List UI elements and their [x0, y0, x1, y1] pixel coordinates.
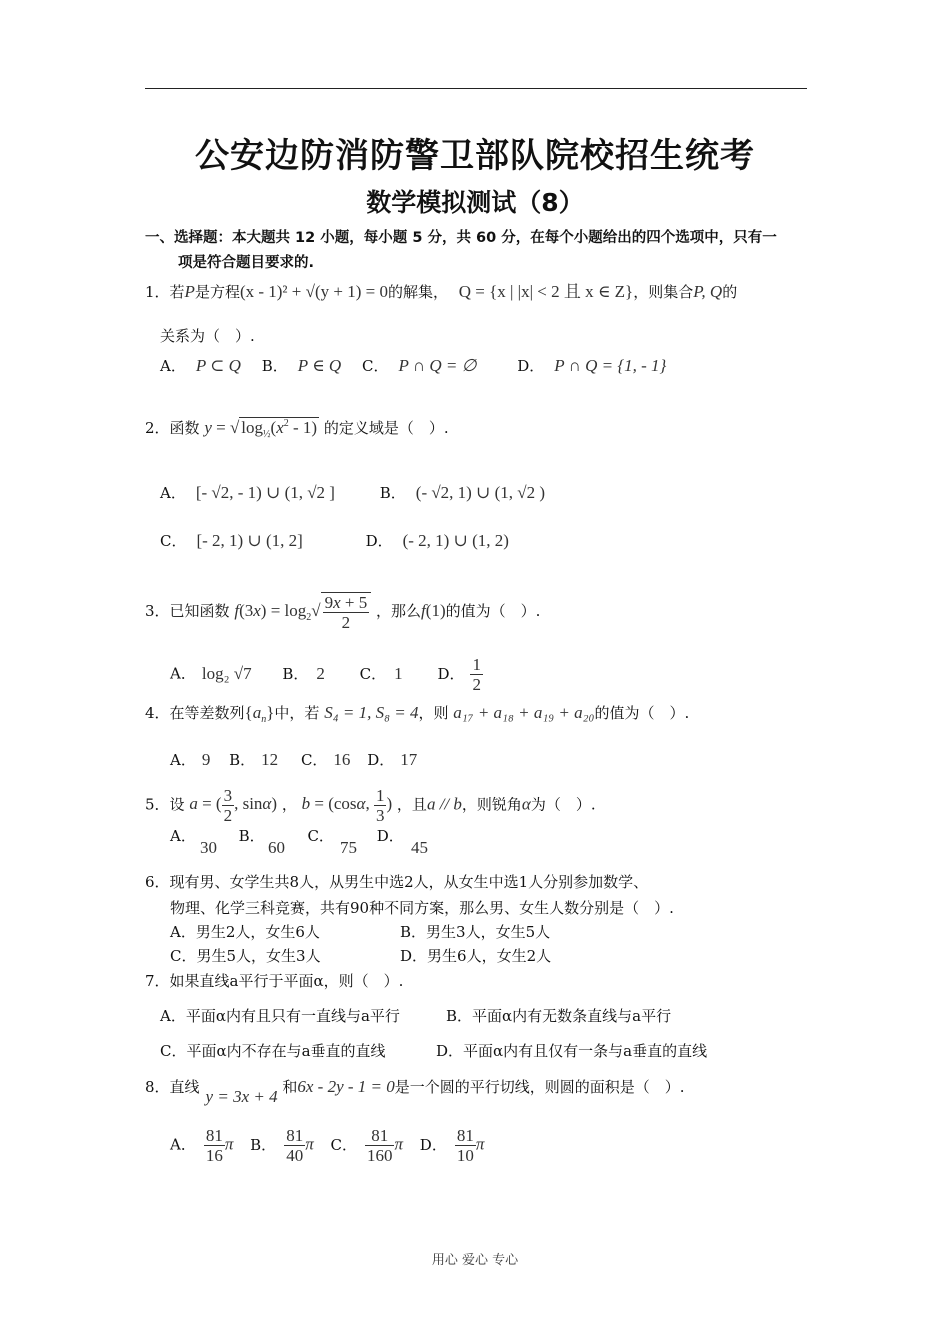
q3-options: A． log₂ √7 B． 2 C． 1 D． $\frac{1}{2}$: [170, 655, 481, 694]
question-1: 1．若P是方程(x - 1)² + √(y + 1) = 0的解集， Q = {x | |x| < 2 且 x ∈ Z}，则集合P, Q的: [145, 282, 738, 301]
q6-option-a: A．男生2人，女生6人: [170, 923, 320, 941]
q2-options-ab: A． [- √2, - 1) ∪ (1, √2 ] B． (- √2, 1) ∪ (1, √2 ): [160, 483, 545, 502]
q1-options: A． P ⊂ Q B． P ∈ Q C． P ∩ Q = ∅ D． P ∩ Q = {1, - 1}: [160, 356, 667, 375]
page-footer: 用心 爱心 专心: [431, 1253, 519, 1268]
q6-option-d: D．男生6人，女生2人: [400, 947, 552, 965]
header-rule: [145, 88, 807, 89]
q2-options-cd: C． [- 2, 1) ∪ (1, 2] D． (- 2, 1) ∪ (1, 2): [160, 531, 509, 550]
section-heading: 一、选择题：本大题共 12 小题，每小题 5 分，共 60 分，在每个小题给出的四个选项中，只有一: [145, 230, 777, 246]
q7-option-c: C．平面α内不存在与a垂直的直线: [160, 1042, 386, 1060]
question-3: 3．已知函数 $f(3x) = \log_2√$ $\frac{9x + 5}{2}$ ，那么f(1)的值为（ ）.: [145, 593, 541, 632]
page-subtitle: 数学模拟测试（8）: [366, 188, 584, 217]
q6-option-b: B．男生3人，女生5人: [400, 923, 551, 941]
question-2: 2．函数 y = √ $\log_{\frac{1}{2}}(x^2 - 1)$ 的定义域是（ ）.: [145, 418, 449, 440]
question-5: 5．设 a = ( $\frac{3}{2}$ , sinα) ， b = (cosα, $\frac{1}{3}$ ) ，且a // b，则锐角α为（ ）.: [145, 786, 596, 825]
question-6: 6．现有男、女学生共8人，从男生中选2人，从女生中选1人分别参加数学、: [145, 873, 649, 891]
q8-options: A． $\frac{81}{16}$ π B． $\frac{81}{40}$ π C． $\frac{81}{160}$ π D． $\frac{81}{10}$ π: [170, 1126, 485, 1165]
question-6-cont: 物理、化学三科竞赛，共有90种不同方案，那么男、女生人数分别是（ ）.: [170, 899, 674, 917]
question-1-cont: 关系为（ ）.: [160, 327, 255, 345]
q7-option-b: B．平面α内有无数条直线与a平行: [446, 1007, 672, 1025]
page-title: 公安边防消防警卫部队院校招生统考: [195, 136, 755, 176]
q4-options: A． 9 B． 12 C． 16 D． 17: [170, 750, 418, 769]
q6-option-c: C．男生5人，女生3人: [170, 947, 321, 965]
q5-option-d-value: 45: [411, 838, 428, 857]
section-heading-cont: 项是符合题目要求的.: [178, 255, 315, 271]
question-8: 8．直线 y = 3x + 4 和6x - 2y - 1 = 0是一个圆的平行切线，则圆的面积是（ ）.: [145, 1077, 685, 1106]
q5-option-c-value: 75: [340, 838, 357, 857]
q5-option-b-value: 60: [268, 838, 285, 857]
question-7: 7．如果直线a平行于平面α，则（ ）.: [145, 972, 404, 990]
q5-options-labels: A． B． C． D．: [170, 827, 404, 845]
q7-option-d: D．平面α内有且仅有一条与a垂直的直线: [436, 1042, 708, 1060]
q7-option-a: A．平面α内有且只有一直线与a平行: [160, 1007, 400, 1025]
q5-option-a-value: 30: [200, 838, 217, 857]
question-4: 4．在等差数列$\{a_n\}$中，若 S₄ = 1, S₈ = 4，则 a₁₇ + a₁₈ + a₁₉ + a₂₀的值为（ ）.: [145, 703, 690, 725]
